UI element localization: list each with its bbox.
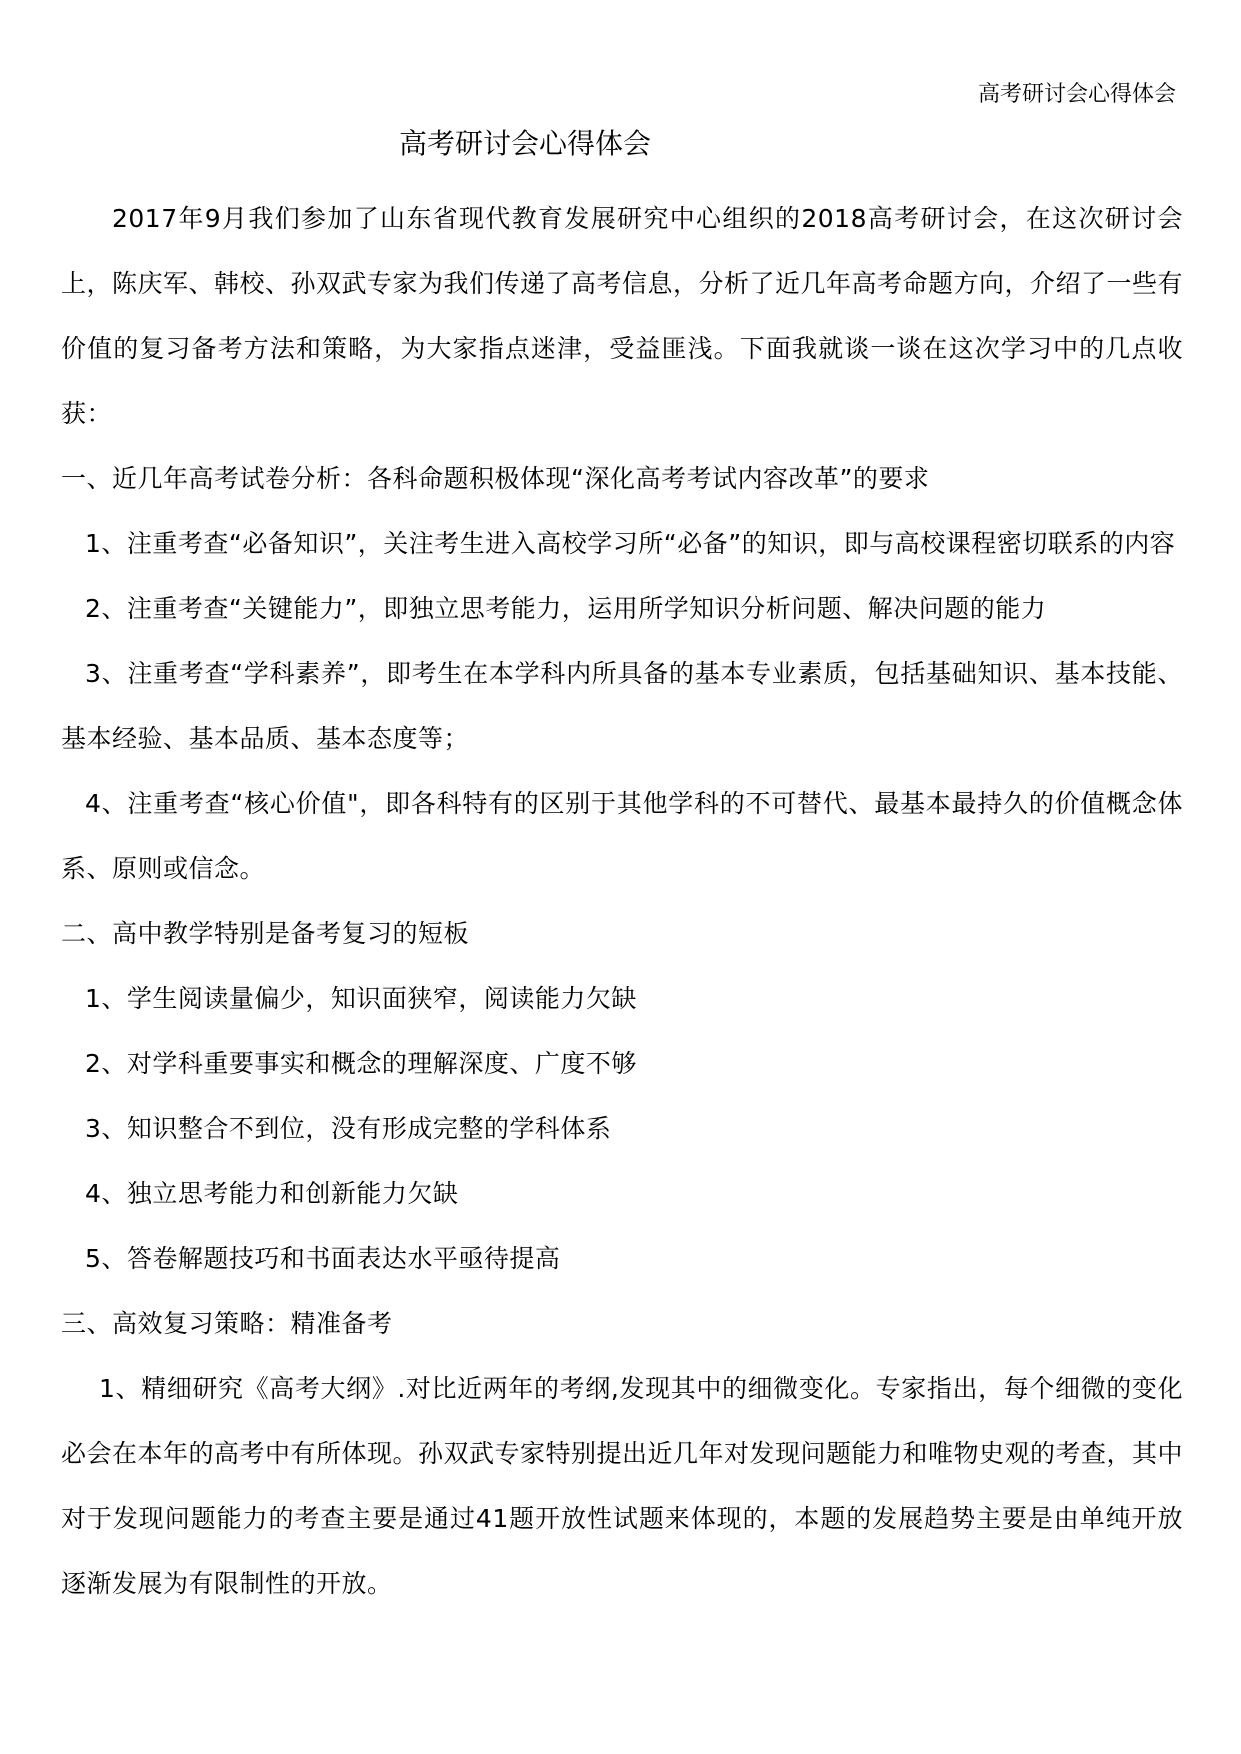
section-1-heading: 一、近几年高考试卷分析：各科命题积极体现“深化高考考试内容改革”的要求 xyxy=(61,464,930,493)
document-title: 高考研讨会心得体会 xyxy=(398,127,651,160)
section-2-item-4: 4、独立思考能力和创新能力欠缺 xyxy=(85,1179,459,1208)
section-2-heading: 二、高中教学特别是备考复习的短板 xyxy=(61,919,470,948)
section-1-item-2: 2、注重考查“关键能力”，即独立思考能力，运用所学知识分析问题、解决问题的能力 xyxy=(85,594,1047,623)
section-1-item-1: 1、注重考查“必备知识”，关注考生进入高校学习所“必备”的知识，即与高校课程密切联系的内容 xyxy=(85,529,1176,558)
section-2-item-1: 1、学生阅读量偏少，知识面狭窄，阅读能力欠缺 xyxy=(85,984,637,1013)
intro-paragraph: 2017年9月我们参加了山东省现代教育发展研究中心组织的2018高考研讨会，在这次研讨会上，陈庆军、韩校、孙双武专家为我们传递了高考信息，分析了近几年高考命题方向，介绍了一些有价值的复习备考方法和策略，为大家指点迷津，受益匪浅。下面我就谈一谈在这次学习中的几点收获： xyxy=(61,204,1184,428)
document-body xyxy=(61,186,1183,1616)
section-2-item-2: 2、对学科重要事实和概念的理解深度、广度不够 xyxy=(85,1049,637,1078)
section-1-item-4: 4、注重考查“核心价值"，即各科特有的区别于其他学科的不可替代、最基本最持久的价值概念体系、原则或信念。 xyxy=(61,789,1183,883)
section-3-heading: 三、高效复习策略：精准备考 xyxy=(61,1309,393,1338)
running-header: 高考研讨会心得体会 xyxy=(977,82,1176,107)
section-2-item-3: 3、知识整合不到位，没有形成完整的学科体系 xyxy=(85,1114,612,1143)
section-2-item-5: 5、答卷解题技巧和书面表达水平亟待提高 xyxy=(85,1244,561,1273)
section-3-item-1: 1、精细研究《高考大纲》.对比近两年的考纲,发现其中的细微变化。专家指出，每个细微的变化必会在本年的高考中有所体现。孙双武专家特别提出近几年对发现问题能力和唯物史观的考查，其中对于发现问题能力的考查主要是通过41题开放性试题来体现的，本题的发展趋势主要是由单纯开放逐渐发展为有限制性的开放。 xyxy=(61,1374,1184,1598)
section-1-item-3: 3、注重考查“学科素养”，即考生在本学科内所具备的基本专业素质，包括基础知识、基本技能、基本经验、基本品质、基本态度等； xyxy=(61,659,1183,753)
